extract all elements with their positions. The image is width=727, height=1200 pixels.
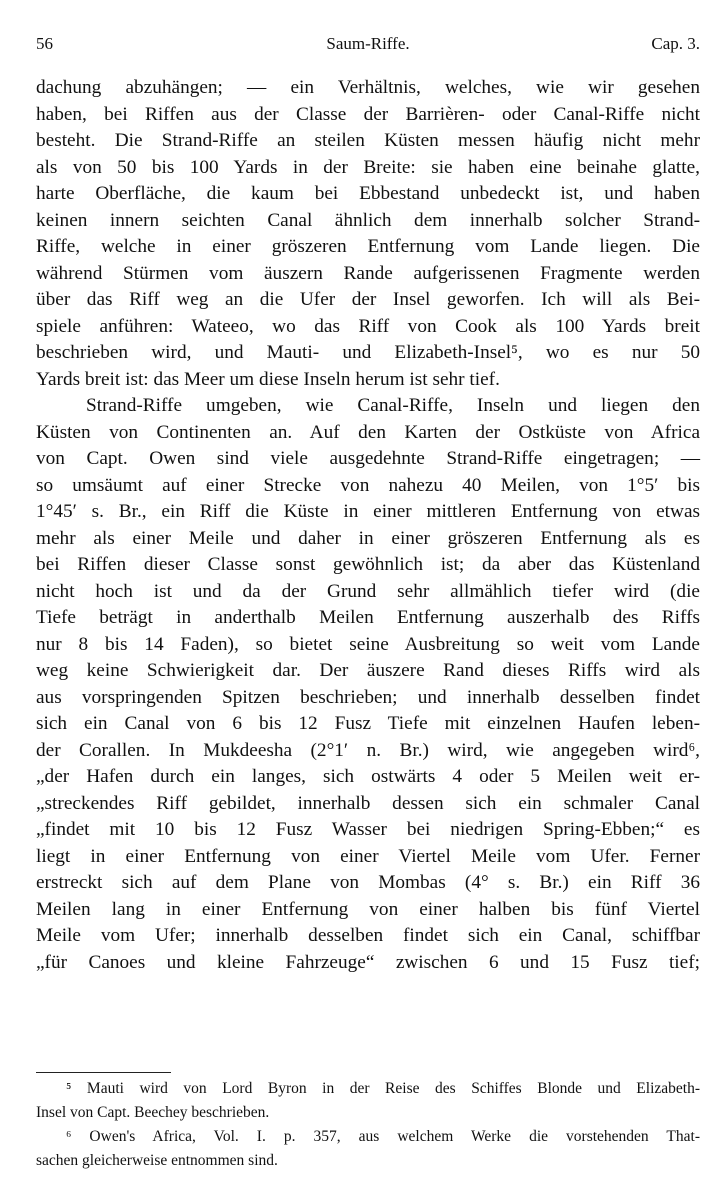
text-line: keinen innern seichten Canal ähnlich dem innerhalb solcher Strand- (36, 209, 700, 231)
text-line: besteht. Die Strand-Riffe an steilen Küsten messen häufig nicht mehr (36, 130, 700, 151)
text-line: „für Canoes und kleine Fahrzeuge“ zwischen 6 und 15 Fusz tief; (36, 951, 700, 973)
footnote-line: sachen gleicherweise entnommen sind. (36, 1152, 278, 1169)
text-line: von Capt. Owen sind viele ausgedehnte Strand-Riffe eingetragen; — (36, 448, 700, 469)
text-line: bei Riffen dieser Classe sonst gewöhnlich ist; da aber das Küstenland (36, 554, 700, 575)
text-line: „der Hafen durch ein langes, sich ostwärts 4 oder 5 Meilen weit er- (36, 766, 700, 787)
text-line: erstreckt sich auf dem Plane von Mombas (4° s. Br.) ein Riff 36 (36, 872, 700, 893)
text-line: so umsäumt auf einer Strecke von nahezu 40 Meilen, von 1°5′ bis (36, 474, 700, 496)
page-header (36, 34, 700, 60)
text-line: Tiefe beträgt in anderthalb Meilen Entfernung auszerhalb des Riffs (36, 607, 700, 628)
text-line: „streckendes Riff gebildet, innerhalb dessen sich ein schmaler Canal (36, 792, 700, 814)
footnotes (36, 1077, 700, 1173)
footnote-line: ⁵ Mauti wird von Lord Byron in der Reise des Schiffes Blonde und Elizabeth- (66, 1080, 700, 1097)
text-line: „findet mit 10 bis 12 Fusz Wasser bei niedrigen Spring-Ebben;“ es (36, 819, 700, 840)
page-number: 56 (36, 34, 53, 53)
text-line: Meilen lang in einer Entfernung von einer halben bis fünf Viertel (36, 898, 700, 920)
text-line: Yards breit ist: das Meer um diese Inseln herum ist sehr tief. (36, 368, 500, 390)
body-text (36, 75, 700, 976)
text-line: nicht hoch ist und da der Grund sehr allmählich tiefer wird (die (36, 580, 700, 602)
text-line: während Stürmen vom äuszern Rande aufgerissenen Fragmente werden (36, 262, 700, 284)
text-line: aus vorspringenden Spitzen beschrieben; und innerhalb desselben findet (36, 686, 700, 708)
text-line: als von 50 bis 100 Yards in der Breite: sie haben eine beinahe glatte, (36, 156, 700, 178)
text-line: Strand-Riffe umgeben, wie Canal-Riffe, Inseln und liegen den (86, 395, 700, 416)
chapter-label: Cap. 3. (651, 34, 700, 53)
text-line: Meile vom Ufer; innerhalb desselben findet sich ein Canal, schiffbar (36, 925, 700, 946)
footnote-rule (36, 1072, 171, 1073)
running-title: Saum-Riffe. (326, 34, 410, 53)
footnote-line: ⁶ Owen's Africa, Vol. I. p. 357, aus welchem Werke die vorstehenden That- (66, 1128, 700, 1145)
text-line: Riffe, welche in einer gröszeren Entfernung vom Lande liegen. Die (36, 236, 700, 257)
text-line: Küsten von Continenten an. Auf den Karten der Ostküste von Africa (36, 421, 700, 443)
text-line: haben, bei Riffen aus der Classe der Barrièren- oder Canal-Riffe nicht (36, 103, 700, 125)
text-line: liegt in einer Entfernung von einer Viertel Meile vom Ufer. Ferner (36, 845, 700, 867)
text-line: über das Riff weg an die Ufer der Insel geworfen. Ich will als Bei- (36, 289, 700, 310)
text-line: sich ein Canal von 6 bis 12 Fusz Tiefe mit einzelnen Haufen leben- (36, 713, 700, 734)
text-line: nur 8 bis 14 Faden), so bietet seine Ausbreitung so weit vom Lande (36, 633, 700, 655)
text-line: harte Oberfläche, die kaum bei Ebbestand unbedeckt ist, und haben (36, 183, 700, 204)
text-line: dachung abzuhängen; — ein Verhältnis, welches, wie wir gesehen (36, 77, 700, 98)
text-line: der Corallen. In Mukdeesha (2°1′ n. Br.) wird, wie angegeben wird⁶, (36, 739, 700, 761)
text-line: mehr als einer Meile und daher in einer gröszeren Entfernung als es (36, 527, 700, 549)
text-line: weg keine Schwierigkeit dar. Der äuszere Rand dieses Riffs wird als (36, 660, 700, 681)
text-line: beschrieben wird, und Mauti- und Elizabeth-Insel⁵, wo es nur 50 (36, 342, 700, 363)
text-line: 1°45′ s. Br., ein Riff die Küste in einer mittleren Entfernung von etwas (36, 501, 700, 522)
text-line: spiele anführen: Wateeo, wo das Riff von Cook als 100 Yards breit (36, 315, 700, 337)
footnote-line: Insel von Capt. Beechey beschrieben. (36, 1104, 270, 1121)
